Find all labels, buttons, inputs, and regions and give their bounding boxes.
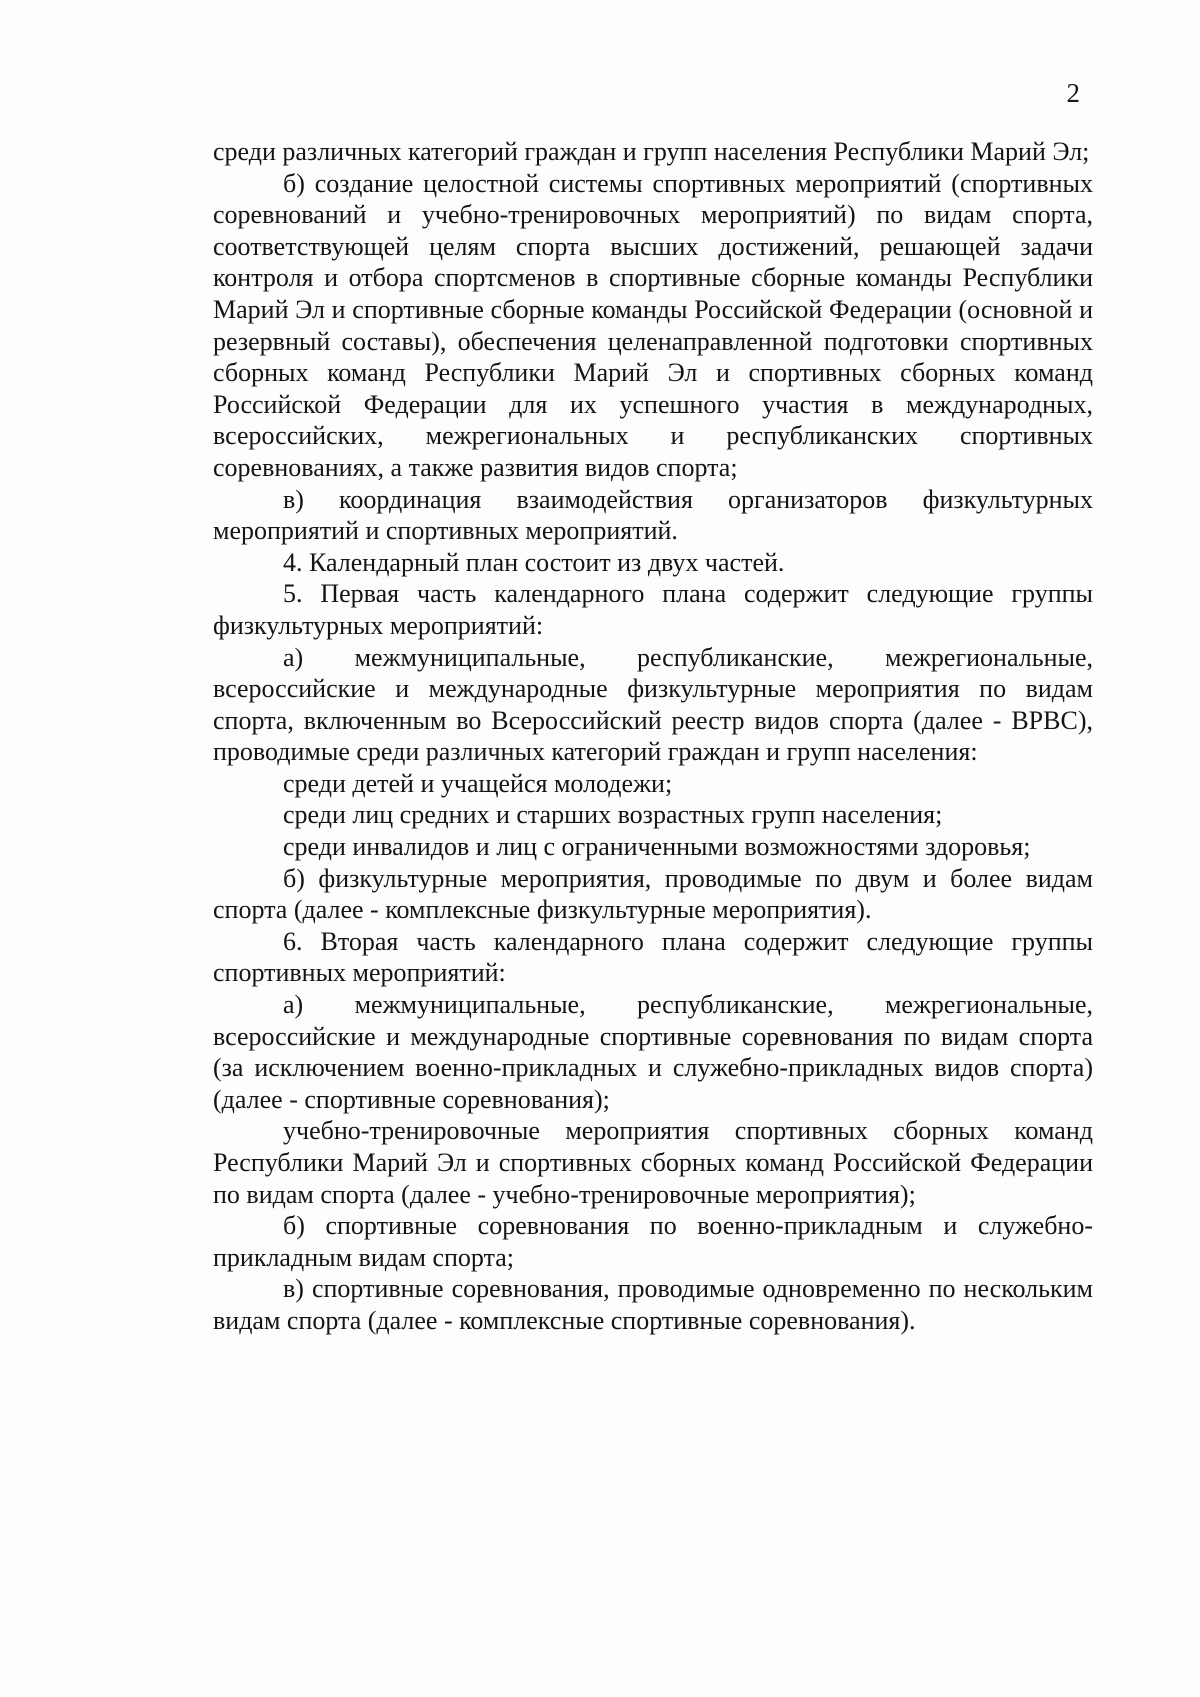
paragraph: б) физкультурные мероприятия, проводимые по двум и более видам спорта (далее - комплексные физкультурные мероприятия). xyxy=(213,863,1093,925)
page-number: 2 xyxy=(1066,78,1080,108)
paragraph: б) создание целостной системы спортивных мероприятий (спортивных соревнований и учебно-тренировочных мероприятий) по видам спорта, соответствующей целям спорта высших достижений, решающей задачи контроля и отбора спортсменов в спортивные сборные команды Республики Марий Эл и спортивные сборные команды Российской Федерации (основной и резервный составы), обеспечения целенаправленной подготовки спортивных сборных команд Республики Марий Эл и спортивных сборных команд Российской Федерации для их успешного участия в международных, всероссийских, межрегиональных и республиканских спортивных соревнованиях, а также развития видов спорта; xyxy=(213,168,1093,482)
paragraph: 5. Первая часть календарного плана содержит следующие группы физкультурных мероприятий: xyxy=(213,579,1093,640)
paragraph: среди инвалидов и лиц с ограниченными возможностями здоровья; xyxy=(283,832,1031,862)
paragraph: в) спортивные соревнования, проводимые одновременно по нескольким видам спорта (далее - комплексные спортивные соревнования). xyxy=(213,1274,1093,1335)
paragraph: 6. Вторая часть календарного плана содержит следующие группы спортивных мероприятий: xyxy=(213,926,1093,988)
paragraph: среди детей и учащейся молодежи; xyxy=(283,768,673,798)
paragraph: 4. Календарный план состоит из двух частей. xyxy=(283,547,785,577)
paragraph: а) межмуниципальные, республиканские, межрегиональные, всероссийские и международные спортивные соревнования по видам спорта (за исключением военно-прикладных и служебно-прикладных видов спорта) (далее - спортивные соревнования); xyxy=(213,990,1093,1114)
paragraph: среди лиц средних и старших возрастных групп населения; xyxy=(283,800,943,830)
paragraph: б) спортивные соревнования по военно-прикладным и служебно-прикладным видам спорта; xyxy=(213,1211,1093,1272)
paragraph: учебно-тренировочные мероприятия спортивных сборных команд Республики Марий Эл и спортивных сборных команд Российской Федерации по видам спорта (далее - учебно-тренировочные мероприятия); xyxy=(213,1116,1093,1209)
paragraph: а) межмуниципальные, республиканские, межрегиональные, всероссийские и международные физкультурные мероприятия по видам спорта, включенным во Всероссийский реестр видов спорта (далее - ВРВС), проводимые среди различных категорий граждан и групп населения: xyxy=(213,642,1093,767)
paragraph: в) координация взаимодействия организаторов физкультурных мероприятий и спортивных мероприятий. xyxy=(213,484,1093,546)
paragraph: среди различных категорий граждан и групп населения Республики Марий Эл; xyxy=(213,137,1090,166)
document-body xyxy=(213,136,1093,1337)
